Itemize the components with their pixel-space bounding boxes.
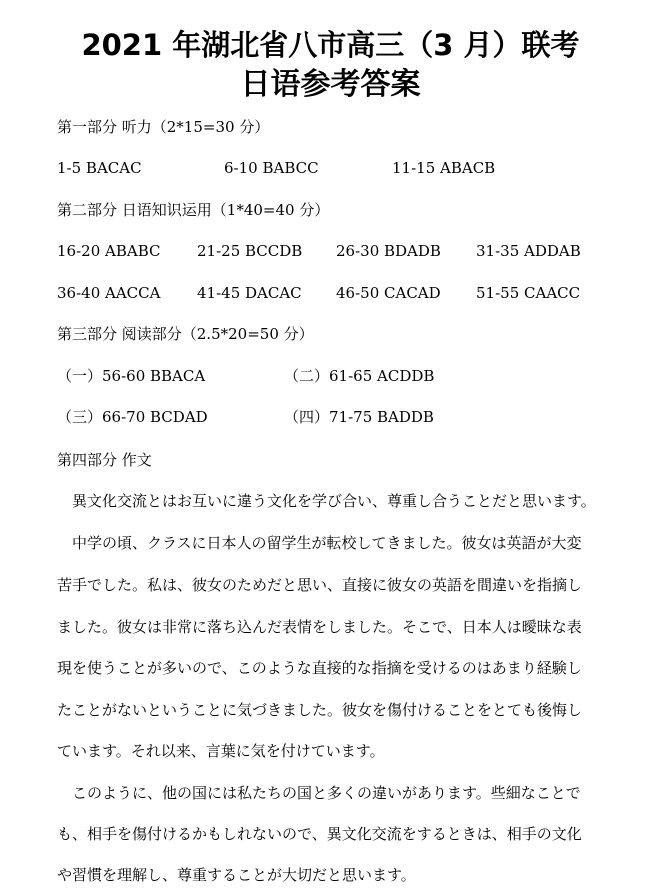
essay-line: ています。それ以来、言葉に気を付けています。 [57,742,385,760]
part2-answer-row [57,283,617,303]
answer-group: 21-25 BCCDB [197,242,303,260]
answer-group: 26-30 BDADB [336,242,441,260]
essay-line: ました。彼女は非常に落ち込んだ表情をしました。そこで、日本人は曖昧な表 [57,618,582,636]
answer-group: 36-40 AACCA [57,284,161,302]
answer-group: 11-15 ABACB [392,159,496,177]
exam-subtitle: 日语参考答案 [240,67,421,102]
answer-group: 16-20 ABABC [57,242,161,260]
answer-group: 41-45 DACAC [197,284,302,302]
essay-line: 中学の頃、クラスに日本人の留学生が転校してきました。彼女は英語が大変 [72,534,582,552]
essay-line: たことがないということに気づきました。彼女を傷付けることをとても後悔し [57,701,583,719]
answer-group: （一）56-60 BBACA [57,367,206,385]
essay-line: や習慣を理解し、尊重することが大切だと思います。 [57,866,416,884]
essay-line: 現を使うことが多いので、このような直接的な指摘を受けるのはあまり経験し [57,659,582,677]
part2-answer-row [57,241,617,261]
essay-line: 苦手でした。私は、彼女のためだと思い、直接に彼女の英語を間違いを指摘し [57,576,583,594]
part3-answer-row [57,366,617,386]
answer-group: 31-35 ADDAB [476,242,581,260]
part2-heading: 第二部分 日语知识运用（1*40=40 分） [57,201,330,219]
answer-group: （三）66-70 BCDAD [57,408,208,426]
essay-line: も、相手を傷付けるかもしれないので、異文化交流をするときは、相手の文化 [57,825,582,843]
part4-heading: 第四部分 作文 [57,451,152,469]
part3-answer-row [57,407,617,427]
part1-heading: 第一部分 听力（2*15=30 分） [57,118,270,136]
answer-group: 51-55 CAACC [476,284,581,302]
answer-group: （四）71-75 BADDB [284,408,434,426]
essay-line: 異文化交流とはお互いに違う文化を学び合い、尊重し合うことだと思います。 [72,492,596,510]
exam-title: 2021 年湖北省八市高三（3 月）联考 [81,28,580,62]
answer-group: 6-10 BABCC [224,159,319,177]
answer-group: （二）61-65 ACDDB [284,367,435,385]
answer-group: 46-50 CACAD [336,284,441,302]
part3-heading: 第三部分 阅读部分（2.5*20=50 分） [57,325,314,343]
answer-group: 1-5 BACAC [57,159,142,177]
part1-answer-row [57,158,617,178]
essay-line: このように、他の国には私たちの国と多くの違いがあります。些細なことで [72,784,581,802]
